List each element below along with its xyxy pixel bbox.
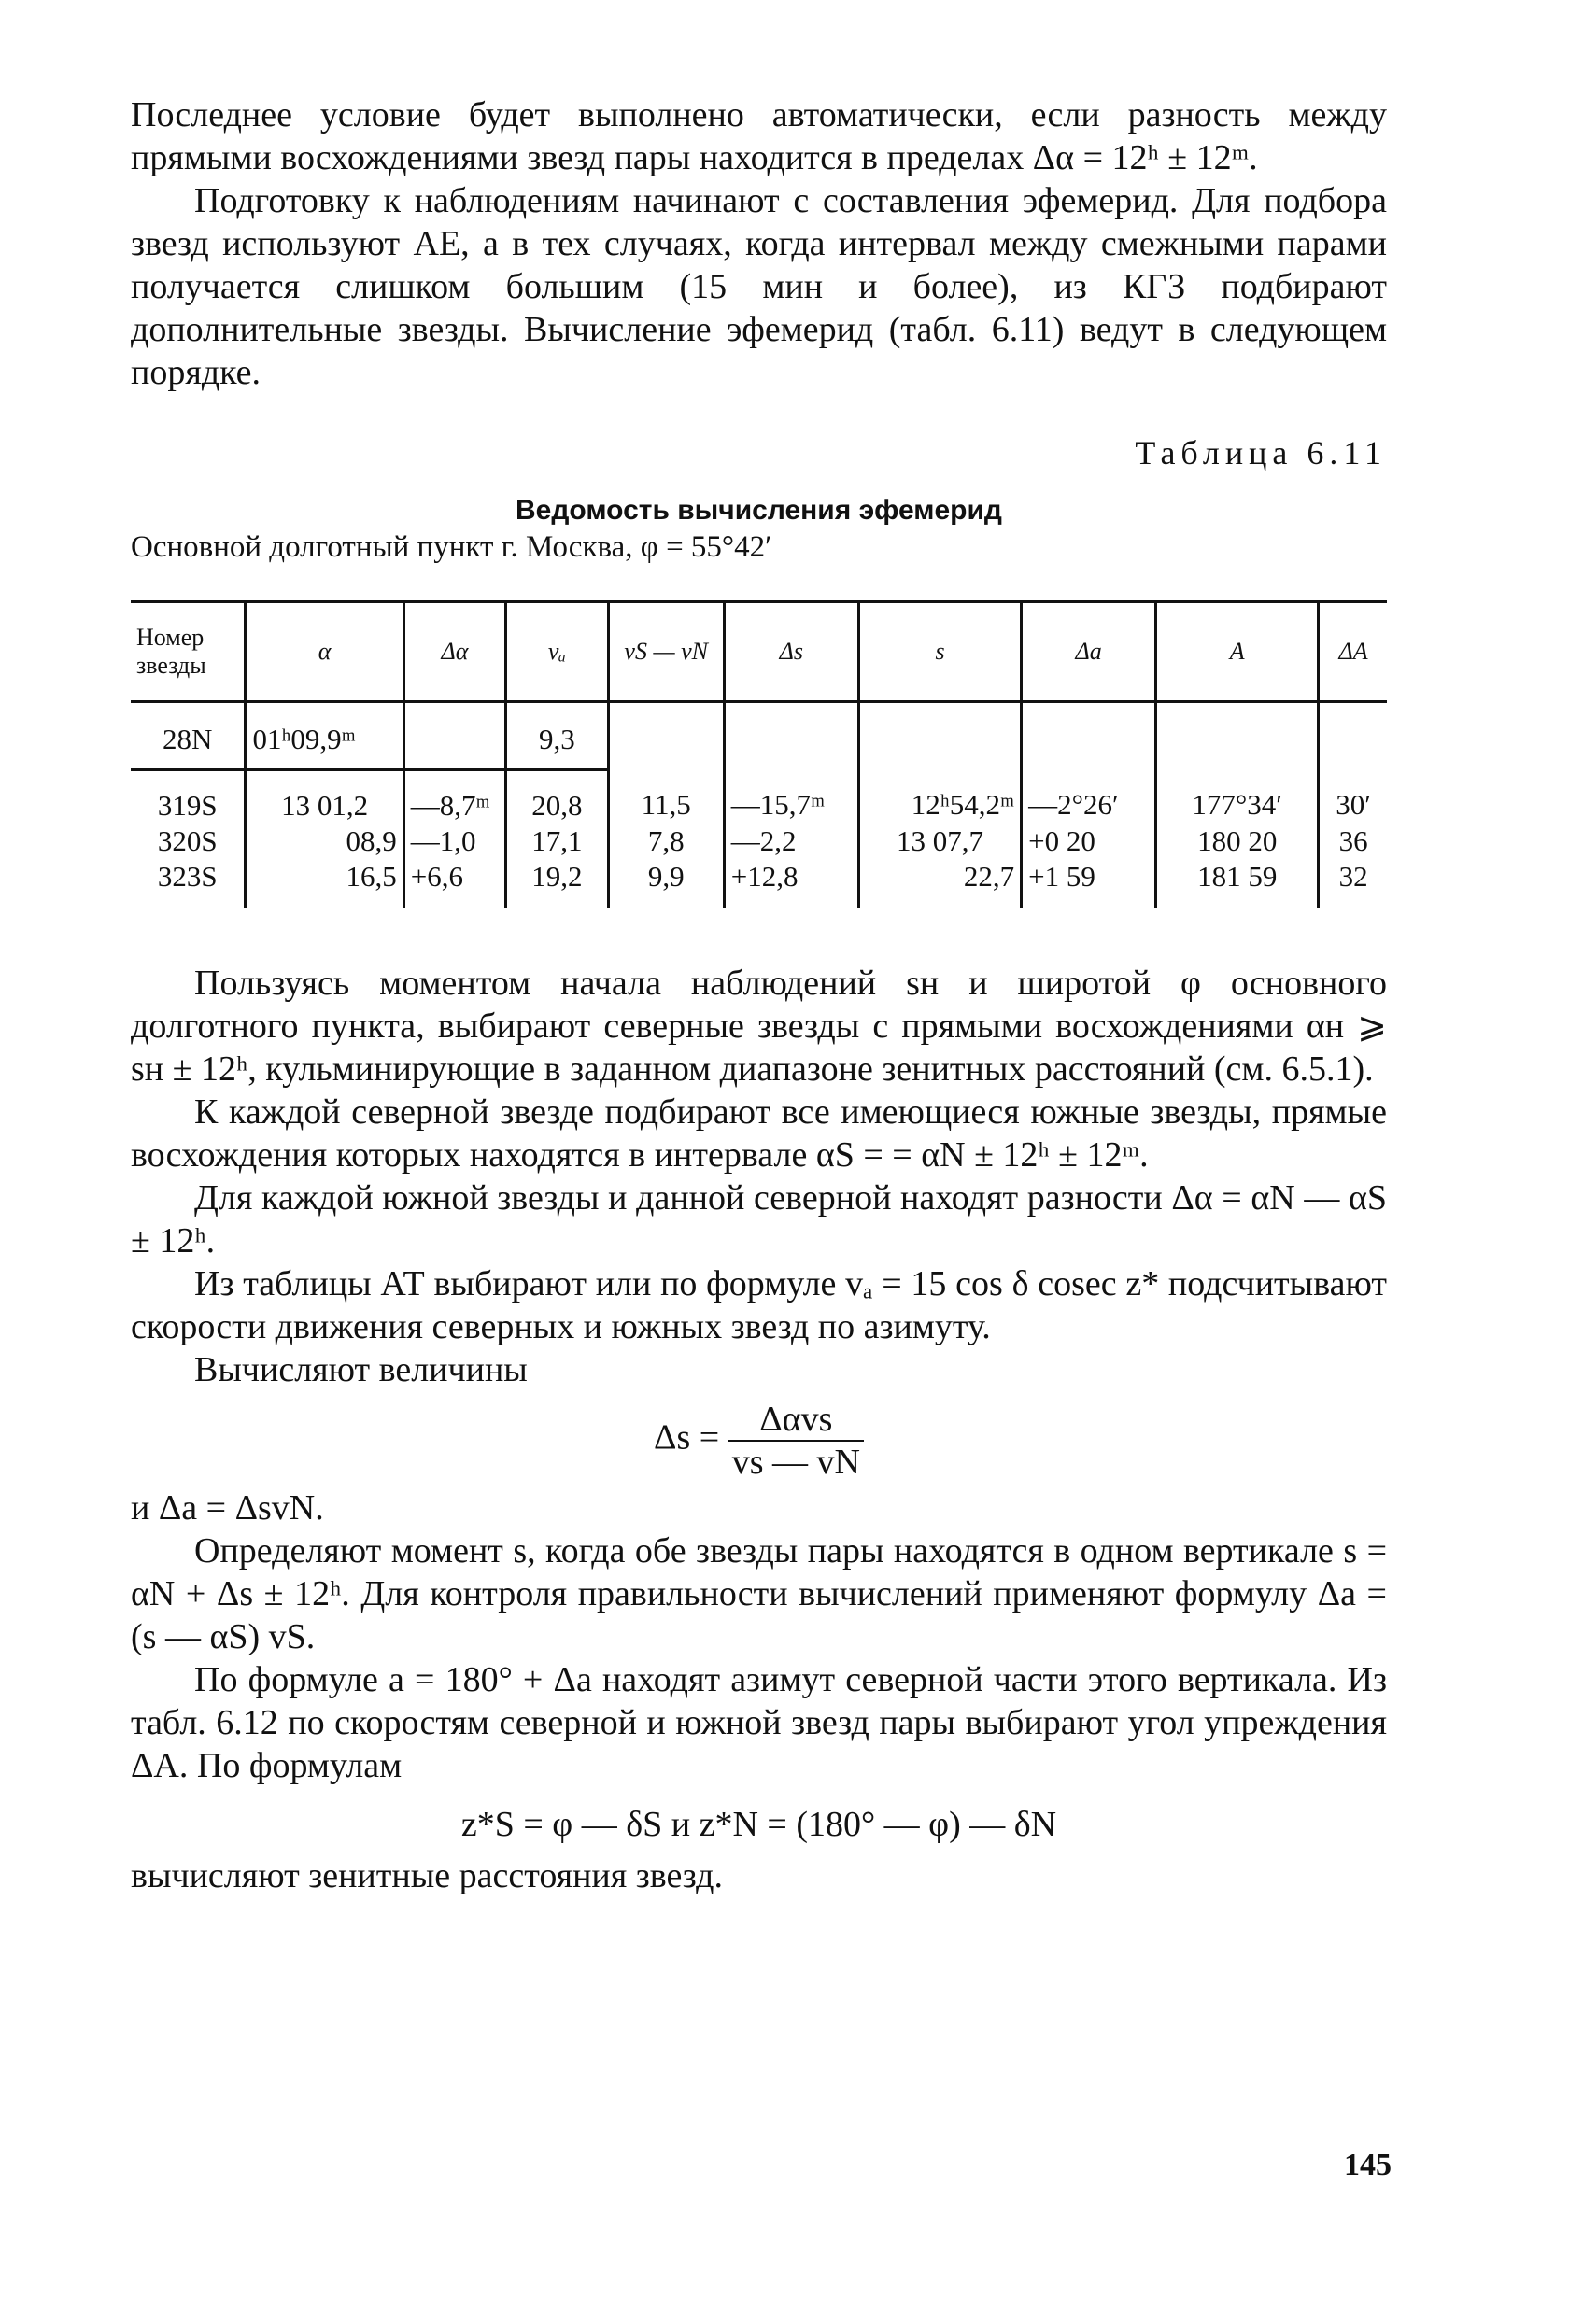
table-row — [131, 859, 1387, 908]
ephemeris-table — [131, 600, 1387, 908]
table-header-row — [131, 602, 1387, 702]
table-header: A — [1156, 602, 1319, 702]
paragraph: Для каждой южной звезды и данной северной находят разности Δα = αN — αS ± 12ʰ. — [131, 1178, 1387, 1261]
table-cell: 320S — [157, 824, 218, 857]
table-number: Таблица 6.11 — [1135, 434, 1387, 472]
table-header: Δs — [724, 602, 858, 702]
paragraph: Пользуясь моментом начала наблюдений sн и широтой φ основного долготного пункта, выбирают северные звезды с прямыми восхождениями αн ⩾ sн ± 12ʰ, кульминирующие в заданном диапазоне зенитных расстояний (см. 6.5.1). — [131, 964, 1387, 1089]
table-cell — [858, 702, 1021, 770]
table-cell: 01ʰ09,9ᵐ — [246, 702, 403, 770]
table-cell: 08,9 — [246, 824, 403, 859]
table-cell: 9,9 — [608, 859, 724, 908]
table-cell: 9,3 — [506, 702, 608, 770]
delta-s-formula — [131, 1399, 1387, 1483]
paragraph: По формуле a = 180° + Δa находят азимут северной части этого вертикала. Из табл. 6.12 по скоростям северной и южной звезд пары выбирают угол упреждения ΔA. По формулам — [131, 1660, 1387, 1785]
table-cell: 20,8 — [506, 770, 608, 824]
fraction-numerator: Δαvs — [728, 1399, 864, 1442]
table-cell — [1319, 702, 1387, 770]
table-cell: 12ʰ54,2ᵐ — [858, 770, 1021, 824]
table-cell: +12,8 — [724, 859, 858, 908]
table-cell: 13 01,2 — [246, 770, 403, 824]
table-cell: 32 — [1319, 859, 1387, 908]
table-cell — [403, 702, 505, 770]
table-cell — [1022, 702, 1156, 770]
table-cell: 177°34′ — [1156, 770, 1319, 824]
paragraph: Подготовку к наблюдениям начинают с составления эфемерид. Для подбора звезд используют АЕ, а в тех случаях, когда интервал между смежными парами получается слишком большим (15 мин и более), из КГЗ подбирают дополнительные звезды. Вычисление эфемерид (табл. 6.11) ведут в следующем порядке. — [131, 181, 1387, 392]
table-cell: 11,5 — [608, 770, 724, 824]
table-cell: —2,2 — [724, 824, 858, 859]
table-cell: 180 20 — [1156, 824, 1319, 859]
formula-lhs: Δs = — [654, 1417, 720, 1458]
table-cell: —15,7ᵐ — [724, 770, 858, 824]
table-header: s — [858, 602, 1021, 702]
table-header: ΔA — [1319, 602, 1387, 702]
table-cell: +6,6 — [403, 859, 505, 908]
page-number: 145 — [1344, 2148, 1392, 2182]
paragraph: вычисляют зенитные расстояния звезд. — [131, 1856, 723, 1895]
table-title: Ведомость вычисления эфемерид — [516, 495, 1002, 526]
table-header: Δα — [403, 602, 505, 702]
table-header: vₐ — [506, 602, 608, 702]
paragraph: Вычисляют величины — [194, 1350, 528, 1389]
table-row — [131, 702, 1387, 770]
zenith-formula: z*S = φ — δS и z*N = (180° — φ) — δN — [460, 1805, 1057, 1844]
table-header: Δa — [1022, 602, 1156, 702]
paragraph: Определяют момент s, когда обе звезды пары находятся в одном вертикале s = αN + Δs ± 12ʰ. Для контроля правильности вычислений применяют формулу Δa = (s — αS) vS. — [131, 1531, 1387, 1656]
table-cell — [608, 702, 724, 770]
table-row — [131, 770, 1387, 824]
paragraph: К каждой северной звезде подбирают все имеющиеся южные звезды, прямые восхождения которых находятся в интервале αS = = αN ± 12ʰ ± 12ᵐ. — [131, 1092, 1387, 1175]
table-cell: 7,8 — [608, 824, 724, 859]
table-header: Номер звезды — [136, 624, 206, 679]
table-cell: +1 59 — [1022, 859, 1156, 908]
fraction-denominator: vs — vN — [731, 1443, 860, 1482]
table-cell: 17,1 — [506, 824, 608, 859]
table-cell: 36 — [1319, 824, 1387, 859]
table-cell: 323S — [157, 860, 218, 893]
table-cell — [724, 702, 858, 770]
table-cell: 181 59 — [1156, 859, 1319, 908]
table-header: α — [246, 602, 403, 702]
table-cell: 319S — [157, 789, 218, 822]
table-cell: 16,5 — [246, 859, 403, 908]
fraction — [728, 1399, 864, 1483]
table-cell: 22,7 — [858, 859, 1021, 908]
table-header: vS — vN — [608, 602, 724, 702]
table-cell — [1156, 702, 1319, 770]
table-row — [131, 824, 1387, 859]
paragraph: и Δa = ΔsvN. — [131, 1488, 324, 1528]
table-cell: —1,0 — [403, 824, 505, 859]
table-cell: 30′ — [1319, 770, 1387, 824]
table-cell: —2°26′ — [1022, 770, 1156, 824]
table-cell: 13 07,7 — [858, 824, 1021, 859]
table-cell: 19,2 — [506, 859, 608, 908]
table-subtitle: Основной долготный пункт г. Москва, φ = 55°42′ — [131, 530, 772, 564]
table-cell: —8,7ᵐ — [403, 770, 505, 824]
page-content — [131, 93, 1387, 1897]
table-cell: 28N — [131, 702, 246, 770]
paragraph: Из таблицы АТ выбирают или по формуле vₐ = 15 cos δ cosec z* подсчитывают скорости движения северных и южных звезд по азимуту. — [131, 1264, 1387, 1346]
paragraph: Последнее условие будет выполнено автоматически, если разность между прямыми восхождениями звезд пары находится в пределах Δα = 12ʰ ± 12ᵐ. — [131, 95, 1387, 177]
table-cell: +0 20 — [1022, 824, 1156, 859]
